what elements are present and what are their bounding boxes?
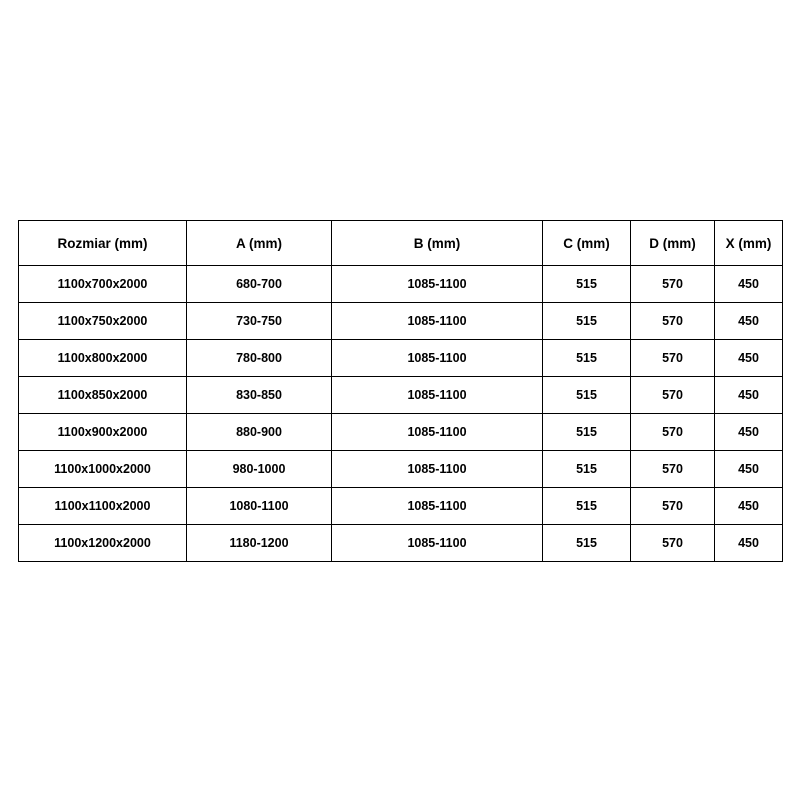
cell-d: 570 <box>631 377 715 414</box>
table-body <box>19 266 783 562</box>
cell-b: 1085-1100 <box>332 377 543 414</box>
cell-b: 1085-1100 <box>332 414 543 451</box>
cell-rozmiar: 1100x1200x2000 <box>19 525 187 562</box>
cell-rozmiar: 1100x1100x2000 <box>19 488 187 525</box>
cell-d: 570 <box>631 414 715 451</box>
cell-x: 450 <box>715 451 783 488</box>
cell-a: 730-750 <box>187 303 332 340</box>
cell-a: 880-900 <box>187 414 332 451</box>
cell-x: 450 <box>715 414 783 451</box>
cell-rozmiar: 1100x750x2000 <box>19 303 187 340</box>
cell-d: 570 <box>631 340 715 377</box>
table-header-row <box>19 221 783 266</box>
cell-c: 515 <box>543 266 631 303</box>
cell-c: 515 <box>543 488 631 525</box>
table-row <box>19 340 783 377</box>
cell-a: 980-1000 <box>187 451 332 488</box>
table-row <box>19 377 783 414</box>
cell-rozmiar: 1100x700x2000 <box>19 266 187 303</box>
cell-rozmiar: 1100x900x2000 <box>19 414 187 451</box>
table-row <box>19 414 783 451</box>
column-header-rozmiar: Rozmiar (mm) <box>19 221 187 266</box>
cell-rozmiar: 1100x1000x2000 <box>19 451 187 488</box>
table-row <box>19 451 783 488</box>
cell-b: 1085-1100 <box>332 488 543 525</box>
cell-x: 450 <box>715 303 783 340</box>
cell-x: 450 <box>715 488 783 525</box>
cell-d: 570 <box>631 451 715 488</box>
cell-a: 780-800 <box>187 340 332 377</box>
specification-table-container <box>18 220 782 562</box>
cell-d: 570 <box>631 525 715 562</box>
cell-a: 1180-1200 <box>187 525 332 562</box>
cell-a: 1080-1100 <box>187 488 332 525</box>
cell-b: 1085-1100 <box>332 340 543 377</box>
column-header-c: C (mm) <box>543 221 631 266</box>
cell-d: 570 <box>631 488 715 525</box>
cell-x: 450 <box>715 266 783 303</box>
specification-table <box>18 220 783 562</box>
cell-b: 1085-1100 <box>332 303 543 340</box>
column-header-a: A (mm) <box>187 221 332 266</box>
cell-b: 1085-1100 <box>332 451 543 488</box>
cell-rozmiar: 1100x800x2000 <box>19 340 187 377</box>
cell-x: 450 <box>715 340 783 377</box>
cell-rozmiar: 1100x850x2000 <box>19 377 187 414</box>
cell-a: 680-700 <box>187 266 332 303</box>
column-header-x: X (mm) <box>715 221 783 266</box>
column-header-b: B (mm) <box>332 221 543 266</box>
cell-c: 515 <box>543 414 631 451</box>
cell-d: 570 <box>631 266 715 303</box>
cell-x: 450 <box>715 525 783 562</box>
cell-d: 570 <box>631 303 715 340</box>
cell-c: 515 <box>543 340 631 377</box>
table-row <box>19 266 783 303</box>
cell-x: 450 <box>715 377 783 414</box>
table-row <box>19 488 783 525</box>
cell-c: 515 <box>543 451 631 488</box>
table-row <box>19 525 783 562</box>
cell-b: 1085-1100 <box>332 266 543 303</box>
column-header-d: D (mm) <box>631 221 715 266</box>
cell-a: 830-850 <box>187 377 332 414</box>
cell-c: 515 <box>543 377 631 414</box>
cell-c: 515 <box>543 525 631 562</box>
cell-c: 515 <box>543 303 631 340</box>
cell-b: 1085-1100 <box>332 525 543 562</box>
table-row <box>19 303 783 340</box>
table-header <box>19 221 783 266</box>
